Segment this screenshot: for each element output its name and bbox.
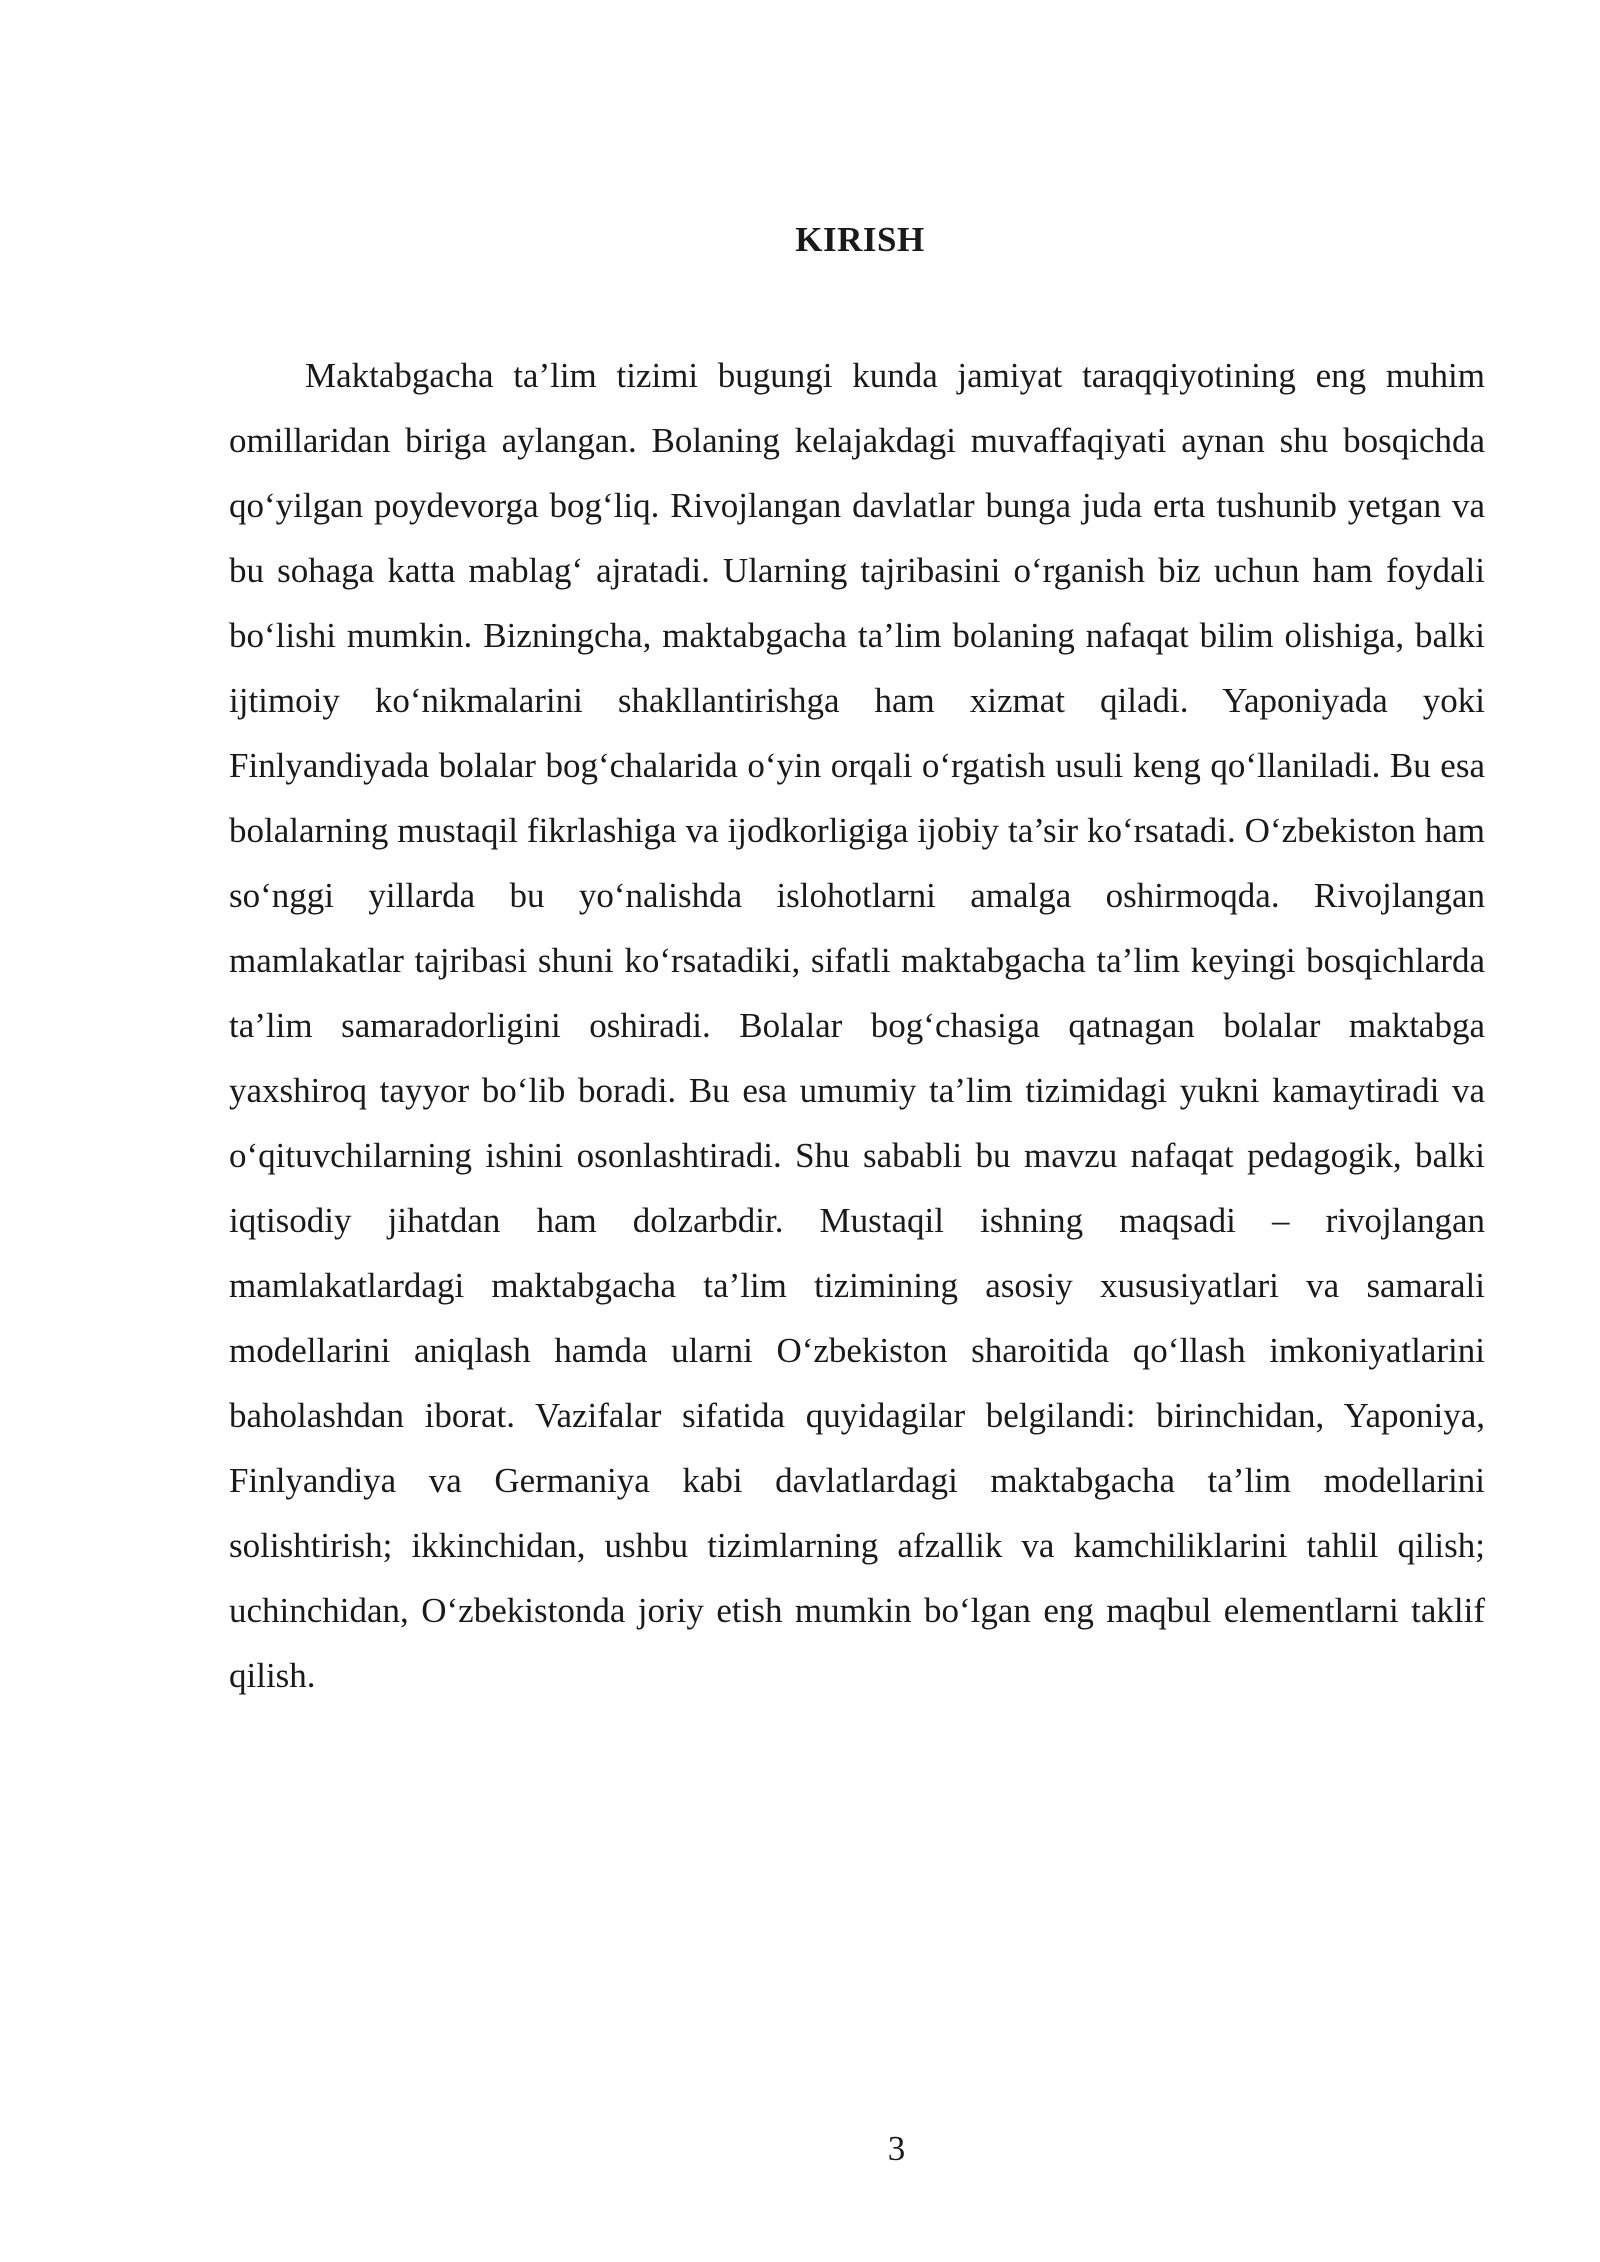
body-paragraph: Maktabgacha ta’lim tizimi bugungi kunda jamiyat taraqqiyotining eng muhim omillaridan biriga aylangan. Bolaning kelajakdagi muvaffaqiyati aynan shu bosqichda qo‘yilgan poydevorga bog‘liq. Rivojlangan davlatlar bunga juda erta tushunib yetgan va bu sohaga katta mablag‘ ajratadi. Ularning tajribasini o‘rganish biz uchun ham foydali bo‘lishi mumkin. Bizningcha, maktabgacha ta’lim bolaning nafaqat bilim olishiga, balki ijtimoiy ko‘nikmalarini shakllantirishga ham xizmat qiladi. Yaponiyada yoki Finlyandiyada bolalar bog‘chalarida o‘yin orqali o‘rgatish usuli keng qo‘llaniladi. Bu esa bolalarning mustaqil fikrlashiga va ijodkorligiga ijobiy ta’sir ko‘rsatadi. O‘zbekiston ham so‘nggi yillarda bu yo‘nalishda islohotlarni amalga oshirmoqda. Rivojlangan mamlakatlar tajribasi shuni ko‘rsatadiki, sifatli maktabgacha ta’lim keyingi bosqichlarda ta’lim samaradorligini oshiradi. Bolalar bog‘chasiga qatnagan bolalar maktabga yaxshiroq tayyor bo‘lib boradi. Bu esa umumiy ta’lim tizimidagi yukni kamaytiradi va o‘qituvchilarning ishini osonlashtiradi. Shu sababli bu mavzu nafaqat pedagogik, balki iqtisodiy jihatdan ham dolzarbdir. Mustaqil ishning maqsadi – rivojlangan mamlakatlardagi maktabgacha ta’lim tizimining asosiy xususiyatlari va samarali modellarini aniqlash hamda ularni O‘zbekiston sharoitida qo‘llash imkoniyatlarini baholashdan iborat. Vazifalar sifatida quyidagilar belgilandi: birinchidan, Yaponiya, Finlyandiya va Germaniya kabi davlatlardagi maktabgacha ta’lim modellarini solishtirish; ikkinchidan, ushbu tizimlarning afzallik va kamchiliklarini tahlil qilish; uchinchidan, O‘zbekistonda joriy etish mumkin bo‘lgan eng maqbul elementlarni taklif qilish. <box>229 356 1485 1695</box>
section-heading: KIRISH <box>795 220 925 259</box>
page-number: 3 <box>887 2129 906 2168</box>
